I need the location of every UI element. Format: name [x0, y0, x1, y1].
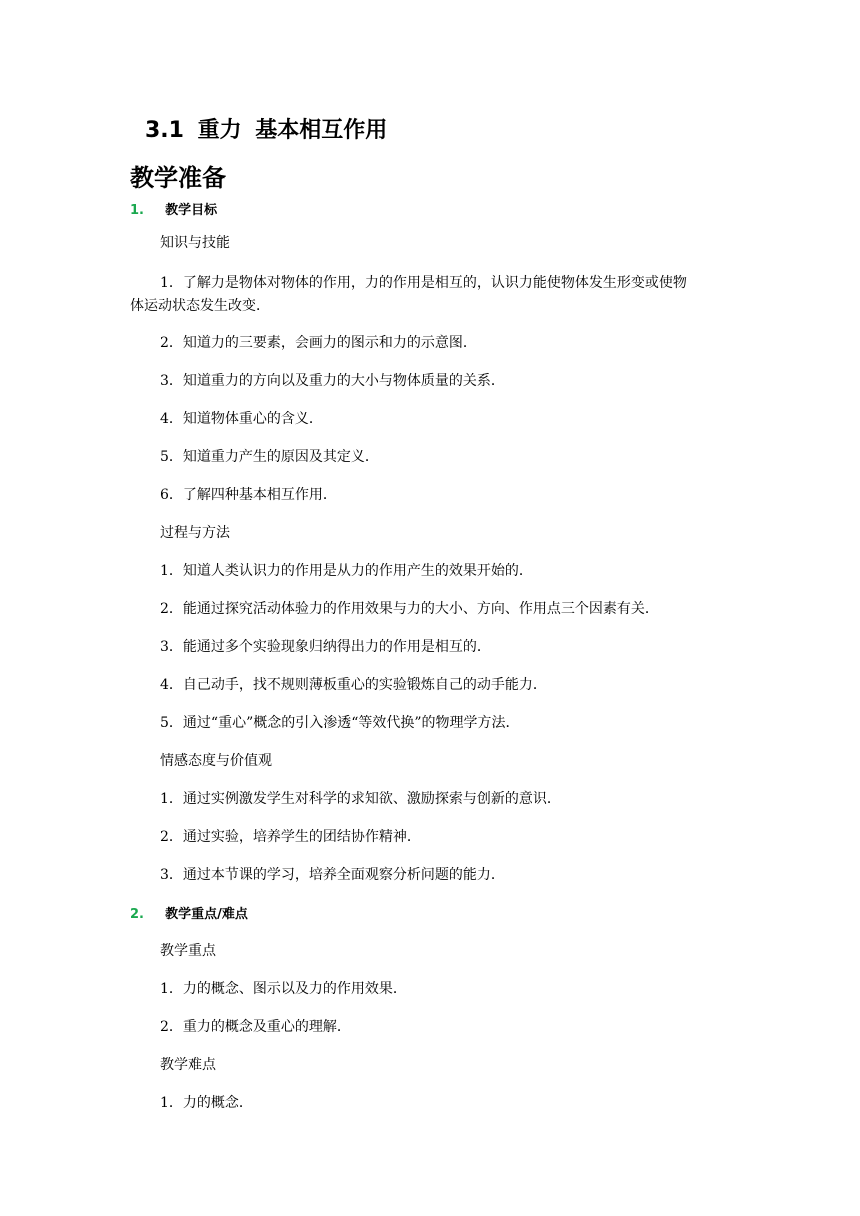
- objective-item: 2．通过实验，培养学生的团结协作精神．: [160, 829, 421, 845]
- objective-item: 5．通过“重心”概念的引入渗透“等效代换”的物理学方法．: [160, 715, 520, 731]
- objective-item: 3．通过本节课的学习，培养全面观察分析问题的能力．: [160, 867, 505, 883]
- group-label-process-method: 过程与方法: [160, 525, 230, 541]
- group-label-difficulties: 教学难点: [160, 1057, 216, 1073]
- section-title: 教学目标: [165, 203, 218, 218]
- difficulty-item: 1．力的概念．: [160, 1095, 253, 1111]
- objective-item: 5．知道重力产生的原因及其定义．: [160, 449, 379, 465]
- objective-item: 4．知道物体重心的含义．: [160, 411, 323, 427]
- lesson-title: 3.1 重力 基本相互作用: [145, 118, 388, 143]
- objective-item: 1．了解力是物体对物体的作用，力的作用是相互的，认识力能使物体发生形变或使物: [160, 275, 687, 291]
- section-2-header: [130, 903, 248, 922]
- group-label-attitude-values: 情感态度与价值观: [160, 753, 272, 769]
- objective-item: 1．知道人类认识力的作用是从力的作用产生的效果开始的．: [160, 563, 533, 579]
- key-point-item: 1．力的概念、图示以及力的作用效果．: [160, 981, 407, 997]
- section-heading-teaching-prep: 教学准备: [130, 164, 226, 192]
- objective-item: 1．通过实例激发学生对科学的求知欲、激励探索与创新的意识．: [160, 791, 561, 807]
- section-1-header: [130, 199, 217, 218]
- objective-item: 2．知道力的三要素，会画力的图示和力的示意图．: [160, 335, 477, 351]
- key-point-item: 2．重力的概念及重心的理解．: [160, 1019, 351, 1035]
- objective-item: 4．自己动手，找不规则薄板重心的实验锻炼自己的动手能力．: [160, 677, 547, 693]
- objective-item: 3．知道重力的方向以及重力的大小与物体质量的关系．: [160, 373, 505, 389]
- group-label-knowledge-skills: 知识与技能: [160, 235, 230, 251]
- objective-item-continuation: 体运动状态发生改变．: [130, 298, 270, 314]
- section-title: 教学重点/难点: [165, 907, 248, 922]
- objective-item: 2．能通过探究活动体验力的作用效果与力的大小、方向、作用点三个因素有关．: [160, 601, 659, 617]
- section-number: 2.: [130, 907, 144, 922]
- section-number: 1.: [130, 203, 144, 218]
- objective-item: 3．能通过多个实验现象归纳得出力的作用是相互的．: [160, 639, 491, 655]
- group-label-key-points: 教学重点: [160, 943, 216, 959]
- objective-item: 6．了解四种基本相互作用．: [160, 487, 337, 503]
